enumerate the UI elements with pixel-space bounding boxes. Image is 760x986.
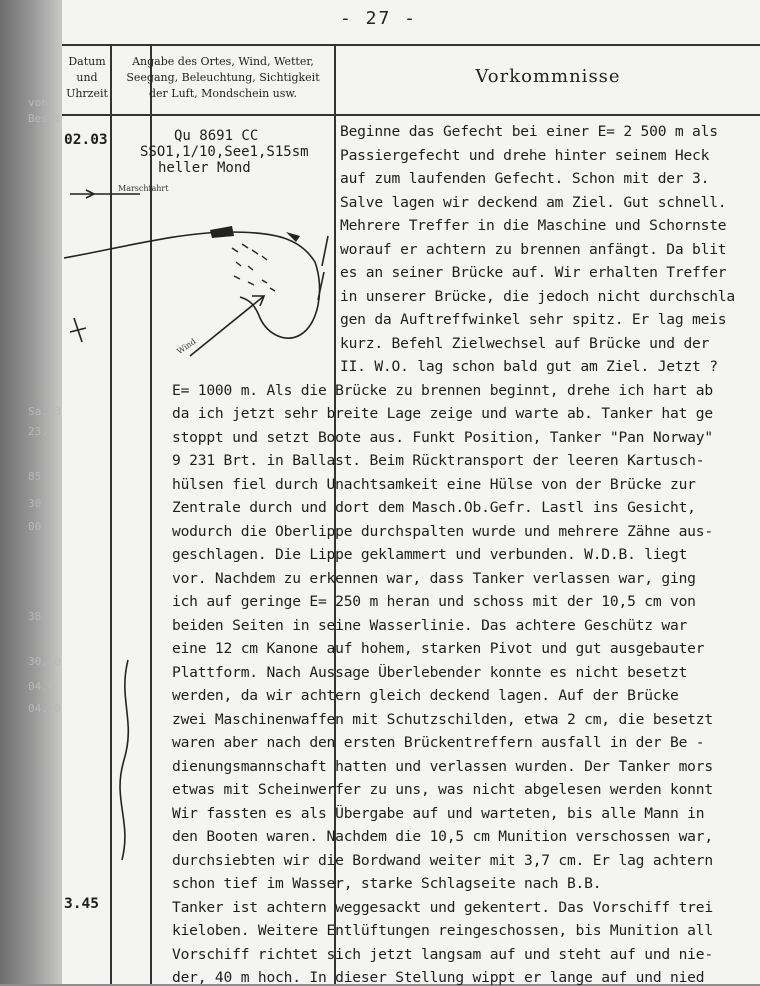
text-line: Mehrere Treffer in die Maschine und Schornste <box>340 217 727 234</box>
margin-mark <box>70 318 86 342</box>
text-line: der, 40 m hoch. In dieser Stellung wippt er lange auf und nied <box>172 969 705 986</box>
text-line: waren aber nach den ersten Brückentreffern ausfall in der Be - <box>172 734 705 751</box>
margin-note: 85 <box>28 470 42 483</box>
text-line: Wir fassten es als Übergabe auf und warteten, bis alle Mann in <box>172 804 705 822</box>
text-line: den Booten waren. Nachdem die 10,5 cm Munition verschossen war, <box>172 828 713 845</box>
text-line: geschlagen. Die Lippe geklammert und verbunden. W.D.B. liegt <box>172 546 688 563</box>
text-line: stoppt und setzt Boote aus. Funkt Position, Tanker "Pan Norway" <box>172 428 713 446</box>
wind-arrow-line <box>190 296 264 356</box>
text-line: beiden Seiten in seine Wasserlinie. Das achtere Geschütz war <box>172 616 688 634</box>
text-line: E= 1000 m. Als die Brücke zu brennen beginnt, drehe ich hart ab <box>172 381 713 399</box>
text-line: da ich jetzt sehr breite Lage zeige und warte ab. Tanker hat ge <box>172 405 713 422</box>
text-line: vor. Nachdem zu erkennen war, dass Tanker verlassen war, ging <box>172 569 696 587</box>
text-line: zwei Maschinenwaffen mit Schutzschilden, etwa 2 cm, die besetzt <box>172 710 713 728</box>
margin-note: 23.4 <box>28 425 55 438</box>
text-line: gen da Auftreffwinkel sehr spitz. Er lag meis <box>340 311 727 328</box>
margin-note: Sa.23 <box>28 405 62 418</box>
text-line: 9 231 Brt. in Ballast. Beim Rücktransport der leeren Kartusch- <box>172 452 705 469</box>
text-line: Vorschiff richtet sich jetzt langsam auf und steht auf und nie- <box>172 945 713 963</box>
header-line: der Luft, Mondschein usw. <box>148 87 298 100</box>
text-line: auf zum laufenden Gefecht. Schon mit der 3. <box>340 170 710 187</box>
text-line: hülsen fiel durch Unachtsamkeit eine Hülse von der Brücke zur <box>172 475 696 493</box>
text-line: Tanker ist achtern weggesackt und gekentert. Das Vorschiff trei <box>172 898 713 916</box>
text-line: kurz. Befehl Zielwechsel auf Brücke und der <box>340 334 710 352</box>
margin-note: 30.40 <box>28 655 62 668</box>
text-line: in unserer Brücke, die jedoch nicht durchschla <box>340 287 735 305</box>
text-line: Salve lagen wir deckend am Ziel. Gut schnell. <box>340 193 727 211</box>
text-line: Zentrale durch und dort dem Masch.Ob.Gefr. Lastl ins Gesicht, <box>172 499 696 516</box>
text-line: ich auf geringe E= 250 m heran und schoss mit der 10,5 cm von <box>172 593 696 610</box>
text-line: II. W.O. lag schon bald gut am Ziel. Jetzt ? <box>340 358 718 375</box>
text-line: es an seiner Brücke auf. Wir erhalten Treffer <box>340 264 727 281</box>
vessel-track <box>318 236 328 300</box>
margin-note: 04.0 <box>28 680 55 693</box>
wind-weather-entry: SSO1,1/10,See1,S15sm <box>140 144 309 160</box>
header-line: Seegang, Beleuchtung, Sichtigkeit <box>126 71 320 84</box>
ship-mark <box>286 232 300 242</box>
text-line: eine 12 cm Kanone auf hohem, starken Pivot und gut ausgebauter <box>172 640 705 657</box>
margin-note: 30 <box>28 497 42 510</box>
header-line: Datum <box>68 55 106 68</box>
margin-note: 38 <box>28 610 42 623</box>
time-entry: 02.03 <box>64 132 108 148</box>
header-line: und <box>76 71 98 84</box>
text-line: kieloben. Weitere Entlüftungen reingeschossen, bis Munition all <box>172 922 713 939</box>
track-line <box>64 232 320 338</box>
text-line: werden, da wir achtern gleich deckend lagen. Auf der Brücke <box>172 687 679 704</box>
position-entry: Qu 8691 CC <box>174 128 259 144</box>
page-number: - 27 - <box>340 8 418 29</box>
sketch-label: Wind <box>175 336 198 357</box>
text-line: dienungsmannschaft hatten und verlassen wurden. Der Tanker mors <box>172 757 713 775</box>
gunfire-marks <box>232 244 275 291</box>
text-line: worauf er achtern zu brennen anfängt. Da blit <box>340 240 727 258</box>
text-line: Plattform. Nach Aussage Überlebender konnte es nicht besetzt <box>172 663 688 681</box>
text-line: schon tief im Wasser, starke Schlagseite nach B.B. <box>172 875 602 892</box>
text-line: etwas mit Scheinwerfer zu uns, was nicht abgelesen werden konnt <box>172 781 713 798</box>
margin-note: von <box>28 96 48 109</box>
margin-note: Besat <box>28 112 62 125</box>
squiggle <box>120 660 128 860</box>
text-line: Passiergefecht und drehe hinter seinem Heck <box>340 146 710 164</box>
margin-note: 00 <box>28 520 42 533</box>
header-line: Angabe des Ortes, Wind, Wetter, <box>132 55 314 68</box>
sketch-label: Marschfahrt <box>118 184 169 193</box>
text-line: durchsiebten wir die Bordwand weiter mit 3,7 cm. Er lag achtern <box>172 851 713 869</box>
text-line: wodurch die Oberlippe durchspalten wurde und mehrere Zähne aus- <box>172 522 713 540</box>
margin-note: 04.30 <box>28 702 62 715</box>
header-line: Uhrzeit <box>66 87 108 100</box>
moon-entry: heller Mond <box>158 160 251 176</box>
text-line: Beginne das Gefecht bei einer E= 2 500 m als <box>340 123 718 140</box>
header-vorkommnisse: Vorkommnisse <box>475 66 621 87</box>
time-entry: 3.45 <box>64 896 99 912</box>
ship-mark <box>210 226 234 238</box>
